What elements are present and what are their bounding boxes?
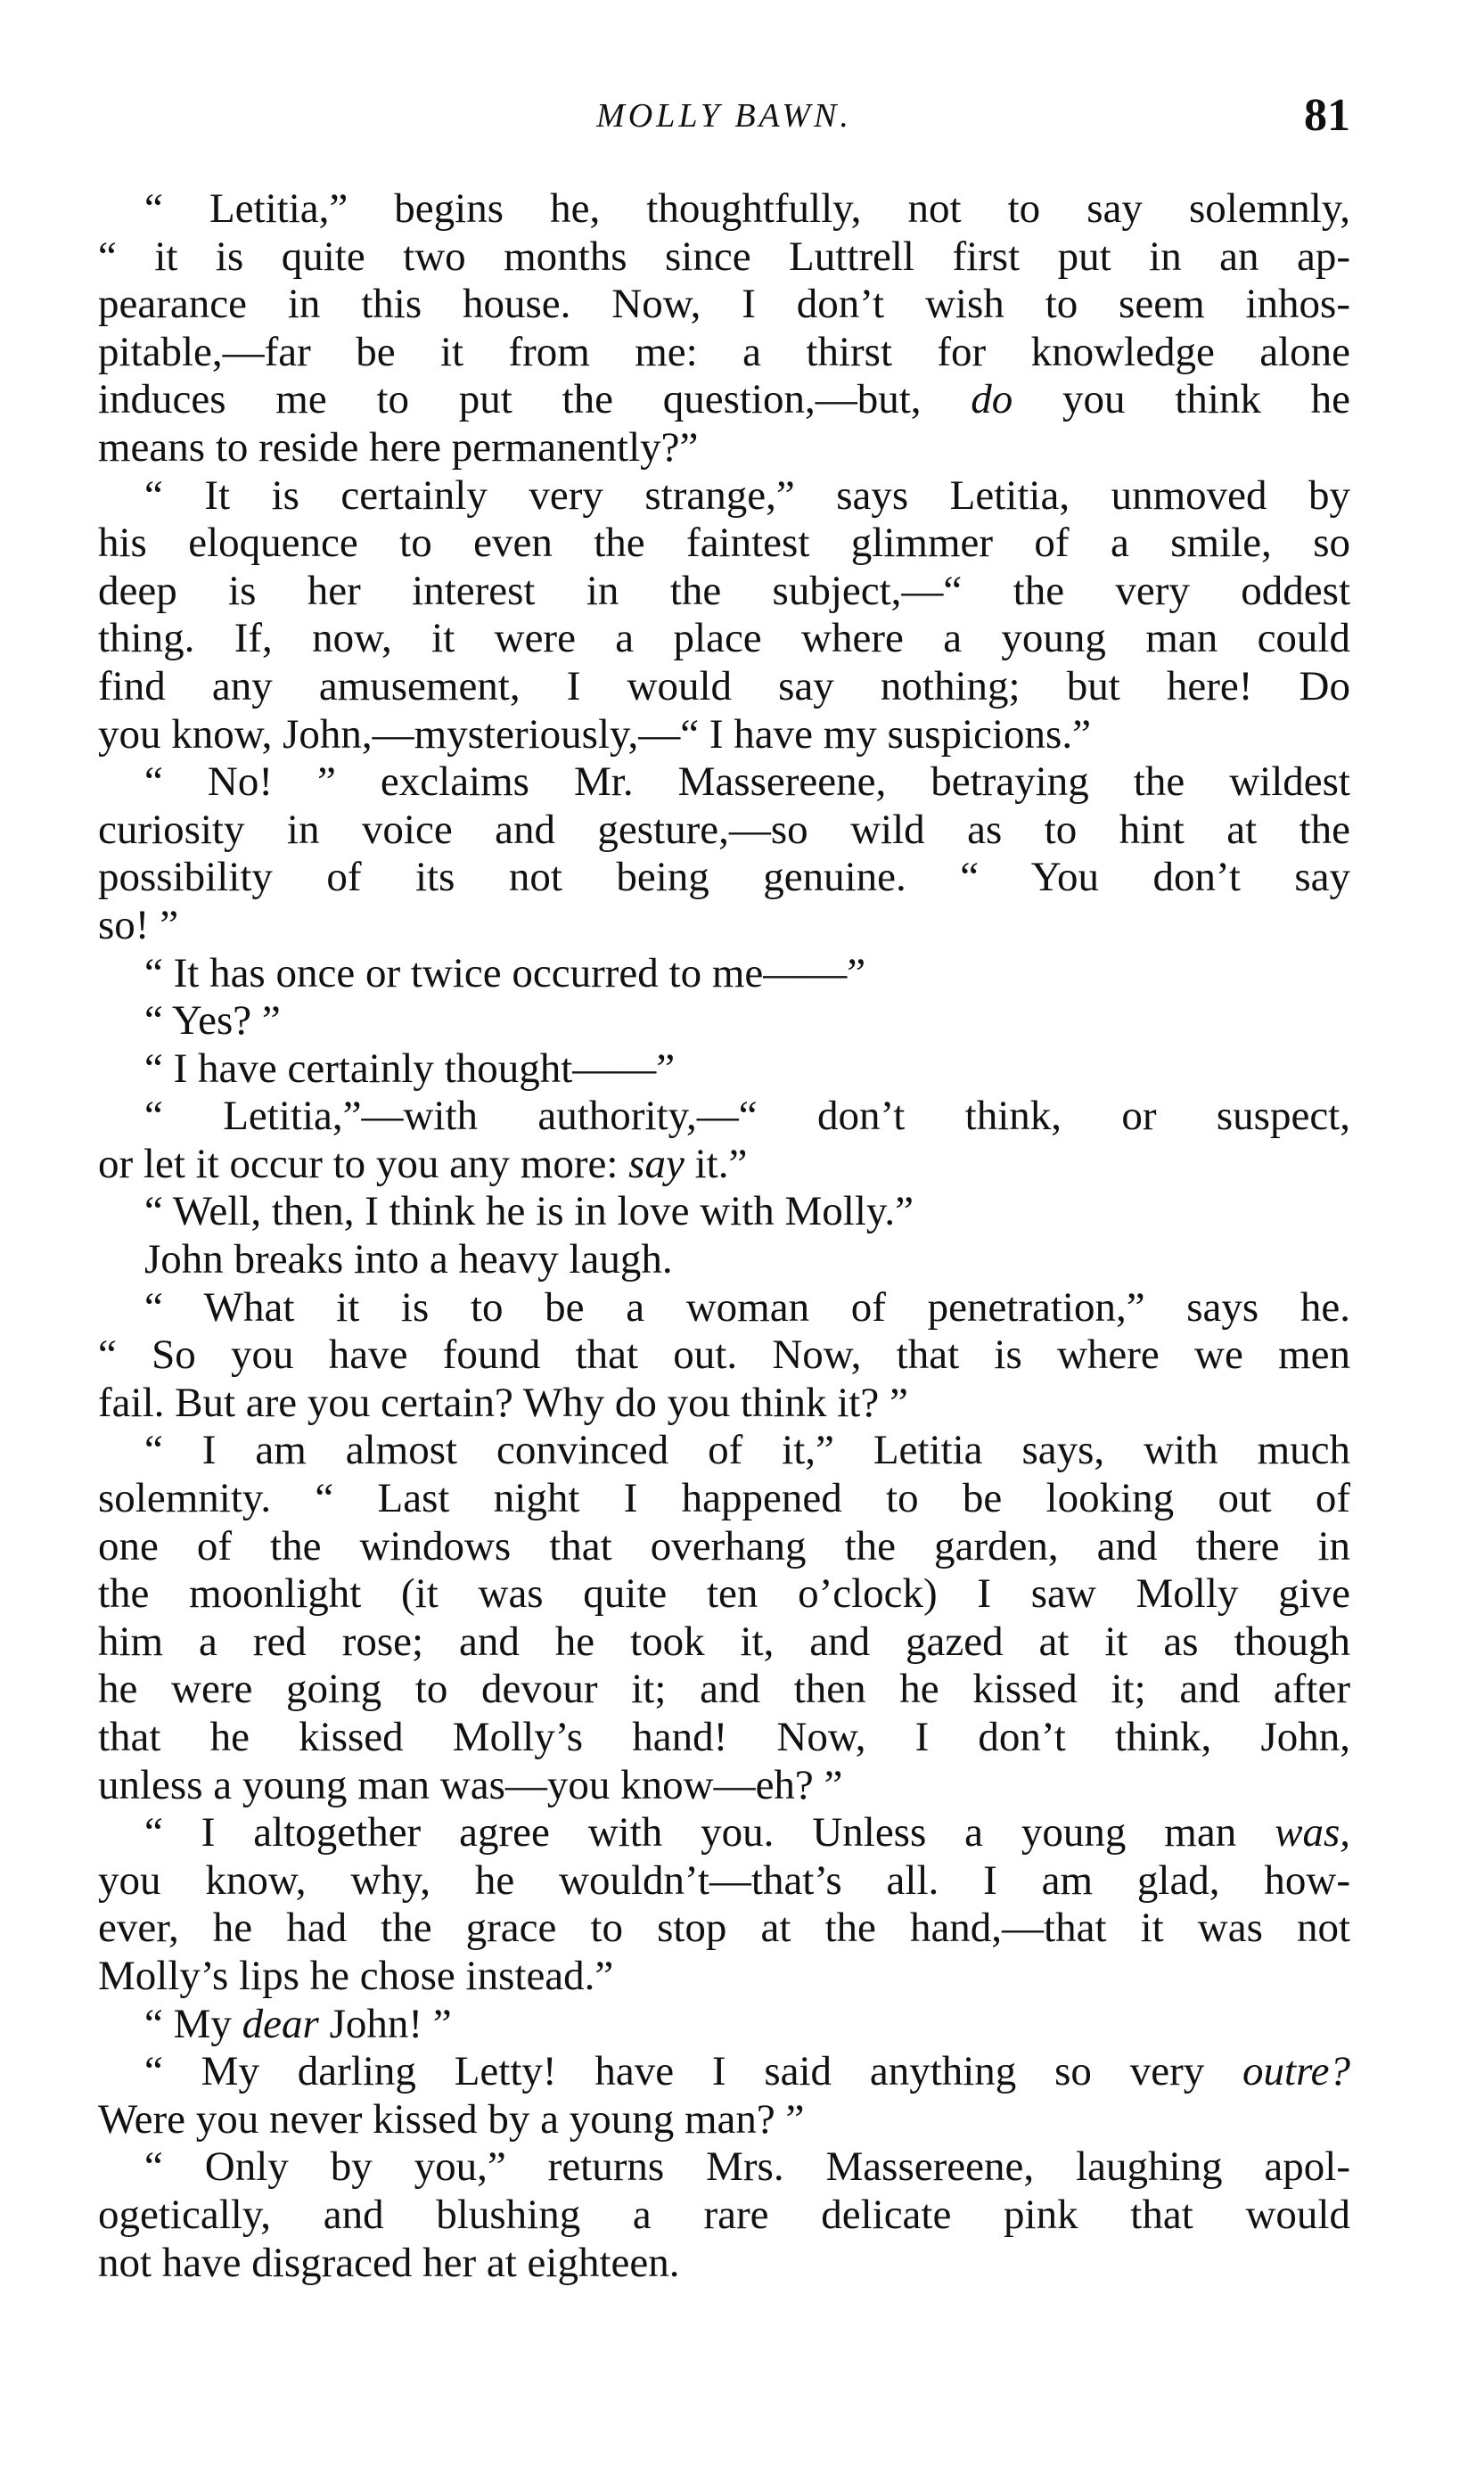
text-line: “ So you have found that out. Now, that is where we men xyxy=(98,1332,1350,1379)
text-line: means to reside here permanently?” xyxy=(98,423,699,471)
text-line: deep is her interest in the subject,—“ the very oddest xyxy=(98,567,1350,614)
text-line: you know, John,—mysteriously,—“ I have my suspicions.” xyxy=(98,710,1091,758)
text-line: “ Yes? ” xyxy=(144,997,281,1045)
text-line: fail. But are you certain? Why do you think it? ” xyxy=(98,1379,908,1426)
page-number: 81 xyxy=(1304,90,1350,141)
text-line: find any amusement, I would say nothing; but here! Do xyxy=(98,662,1350,709)
text-line: the moonlight (it was quite ten o’clock) I saw Molly give xyxy=(98,1570,1350,1618)
text-line: “ Well, then, I think he is in love with Molly.” xyxy=(144,1188,914,1235)
running-title: MOLLY BAWN. xyxy=(596,97,852,135)
text-line: or let it occur to you any more: say it.” xyxy=(98,1140,748,1187)
text-line: ogetically, and blushing a rare delicate pink that would xyxy=(98,2191,1350,2238)
text-line: “ I am almost convinced of it,” Letitia says, with much xyxy=(144,1427,1350,1474)
text-line: “ No! ” exclaims Mr. Massereene, betraying the wildest xyxy=(144,758,1350,806)
text-line: Were you never kissed by a young man? ” xyxy=(98,2095,805,2143)
text-line: “ What it is to be a woman of penetration,” says he. xyxy=(144,1283,1350,1331)
text-line: “ it is quite two months since Luttrell first put in an ap- xyxy=(98,233,1350,280)
text-line: “ My dear John! ” xyxy=(144,2000,452,2047)
text-line: ever, he had the grace to stop at the hand,—that it was not xyxy=(98,1905,1350,1952)
text-line: induces me to put the question,—but, do you think he xyxy=(98,376,1350,423)
text-line: “ Letitia,”—with authority,—“ don’t think, or suspect, xyxy=(144,1093,1350,1140)
text-line: thing. If, now, it were a place where a young man could xyxy=(98,615,1350,662)
running-head xyxy=(98,90,1350,150)
body-text xyxy=(98,185,1350,2287)
text-line: pitable,—far be it from me: a thirst for knowledge alone xyxy=(98,328,1350,375)
text-line: “ My darling Letty! have I said anything so very outre? xyxy=(144,2048,1350,2095)
text-line: one of the windows that overhang the garden, and there in xyxy=(98,1522,1350,1569)
text-line: Molly’s lips he chose instead.” xyxy=(98,1952,614,1999)
text-line: his eloquence to even the faintest glimmer of a smile, so xyxy=(98,520,1350,567)
text-line: so! ” xyxy=(98,901,179,948)
text-line: solemnity. “ Last night I happened to be looking out of xyxy=(98,1475,1350,1522)
text-line: not have disgraced her at eighteen. xyxy=(98,2239,680,2286)
text-line: “ Only by you,” returns Mrs. Massereene, laughing apol- xyxy=(144,2143,1350,2191)
text-line: John breaks into a heavy laugh. xyxy=(144,1236,673,1283)
text-line: unless a young man was—you know—eh? ” xyxy=(98,1761,843,1808)
text-line: “ It is certainly very strange,” says Letitia, unmoved by xyxy=(144,471,1350,519)
text-line: him a red rose; and he took it, and gazed at it as though xyxy=(98,1618,1350,1665)
text-line: “ I altogether agree with you. Unless a young man was, xyxy=(144,1809,1350,1856)
text-line: “ Letitia,” begins he, thoughtfully, not to say solemnly, xyxy=(144,185,1350,232)
text-line: that he kissed Molly’s hand! Now, I don’t think, John, xyxy=(98,1714,1350,1760)
text-line: you know, why, he wouldn’t—that’s all. I am glad, how- xyxy=(98,1856,1350,1904)
text-line: “ It has once or twice occurred to me——” xyxy=(144,949,866,996)
text-line: possibility of its not being genuine. “ You don’t say xyxy=(98,854,1350,901)
text-line: curiosity in voice and gesture,—so wild as to hint at the xyxy=(98,806,1350,853)
text-line: “ I have certainly thought——” xyxy=(144,1045,676,1092)
text-line: he were going to devour it; and then he kissed it; and after xyxy=(98,1666,1350,1713)
text-line: pearance in this house. Now, I don’t wish to seem inhos- xyxy=(98,281,1350,328)
